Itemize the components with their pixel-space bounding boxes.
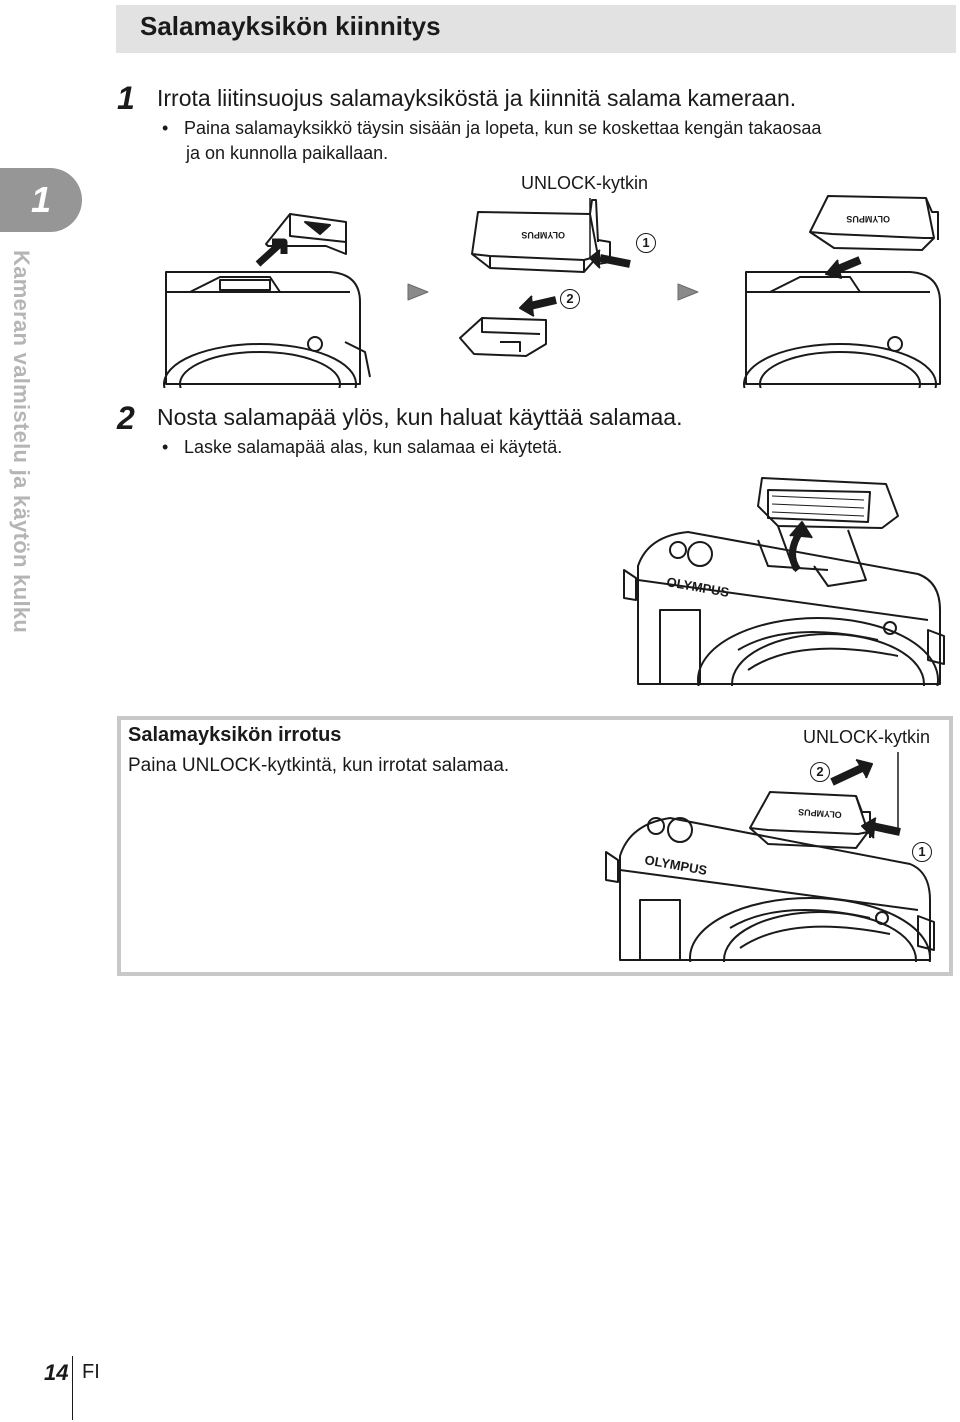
- page-number: 14: [44, 1360, 69, 1385]
- step-1-number: 1: [117, 80, 135, 116]
- panel-3-arrowhead-icon: [826, 260, 842, 278]
- panel-2-brand: OLYMPUS: [521, 230, 565, 240]
- step-1-bullet-line1: Paina salamayksikkö täysin sisään ja lopeta, kun se koskettaa kengän takaosaa: [184, 118, 822, 138]
- step-1-bullet: • Paina salamayksikkö täysin sisään ja lopeta, kun se koskettaa kengän takaosaa: [162, 118, 822, 138]
- remove-flash-diagram: [600, 752, 940, 962]
- callout-1: [636, 233, 656, 253]
- mode-dial: [670, 542, 686, 558]
- language-code: FI: [82, 1361, 100, 1383]
- removal-callout-2: [810, 762, 830, 782]
- removal-box-text: Paina UNLOCK-kytkintä, kun irrotat salamaa.: [128, 755, 510, 776]
- removal-callout-1-number: 1: [912, 842, 932, 862]
- panel-2-arrow-2-icon: [530, 300, 556, 306]
- removal-flash-unit: [750, 792, 868, 848]
- panel-2-arrowhead-1-icon: [590, 250, 600, 268]
- removal-unlock-label: UNLOCK-kytkin: [803, 727, 931, 747]
- removal-camera-body: [620, 818, 930, 960]
- raise-flash-figure: [618, 470, 948, 686]
- step-2-bullet-text: Laske salamapää alas, kun salamaa ei käytetä.: [184, 437, 563, 457]
- next-arrow-icon: [408, 284, 428, 300]
- chapter-side-label: Kameran valmistelu ja käytön kulku: [9, 250, 34, 634]
- removal-callout-2-number: 2: [810, 762, 830, 782]
- panel-3-camera: [744, 272, 940, 388]
- footer-divider: [72, 1356, 73, 1420]
- panel-2-shoe: [460, 318, 546, 356]
- panel-2-arrowhead-2-icon: [520, 296, 534, 316]
- step-1-bullet-line2: ja on kunnolla paikallaan.: [186, 143, 389, 163]
- step-2-bullet: • Laske salamapää alas, kun salamaa ei käytetä.: [162, 437, 563, 457]
- callout-2-number: 2: [560, 289, 580, 309]
- removal-box-title: Salamayksikön irrotus: [128, 724, 342, 746]
- panel-1-camera: [164, 272, 370, 388]
- removal-arrow-1-icon: [872, 826, 900, 832]
- chapter-number: 1: [30, 179, 52, 220]
- attach-flash-figure: [160, 192, 950, 388]
- next-arrow-2-icon: [678, 284, 698, 300]
- attach-flash-diagram: [160, 192, 950, 388]
- panel-3-brand: OLYMPUS: [846, 214, 890, 224]
- step-2-text: Nosta salamapää ylös, kun haluat käyttää salamaa.: [157, 404, 683, 430]
- raise-arrowhead-icon: [790, 522, 812, 538]
- callout-1-number: 1: [636, 233, 656, 253]
- page-title: Salamayksikön kiinnitys: [140, 11, 441, 41]
- step-2-number: 2: [117, 400, 135, 436]
- raise-flash-diagram: [618, 470, 948, 686]
- removal-flash-brand: OLYMPUS: [797, 806, 843, 820]
- step-1-text: Irrota liitinsuojus salamayksiköstä ja kiinnitä salama kameraan.: [157, 85, 797, 111]
- remove-flash-figure: [600, 752, 940, 962]
- callout-2: [560, 289, 580, 309]
- removal-callout-1: [912, 842, 932, 862]
- removal-arrow-2-icon: [832, 768, 862, 782]
- removal-camera-brand: OLYMPUS: [643, 852, 709, 878]
- camera-brand: OLYMPUS: [665, 574, 731, 600]
- unlock-switch-label: UNLOCK-kytkin: [521, 173, 649, 193]
